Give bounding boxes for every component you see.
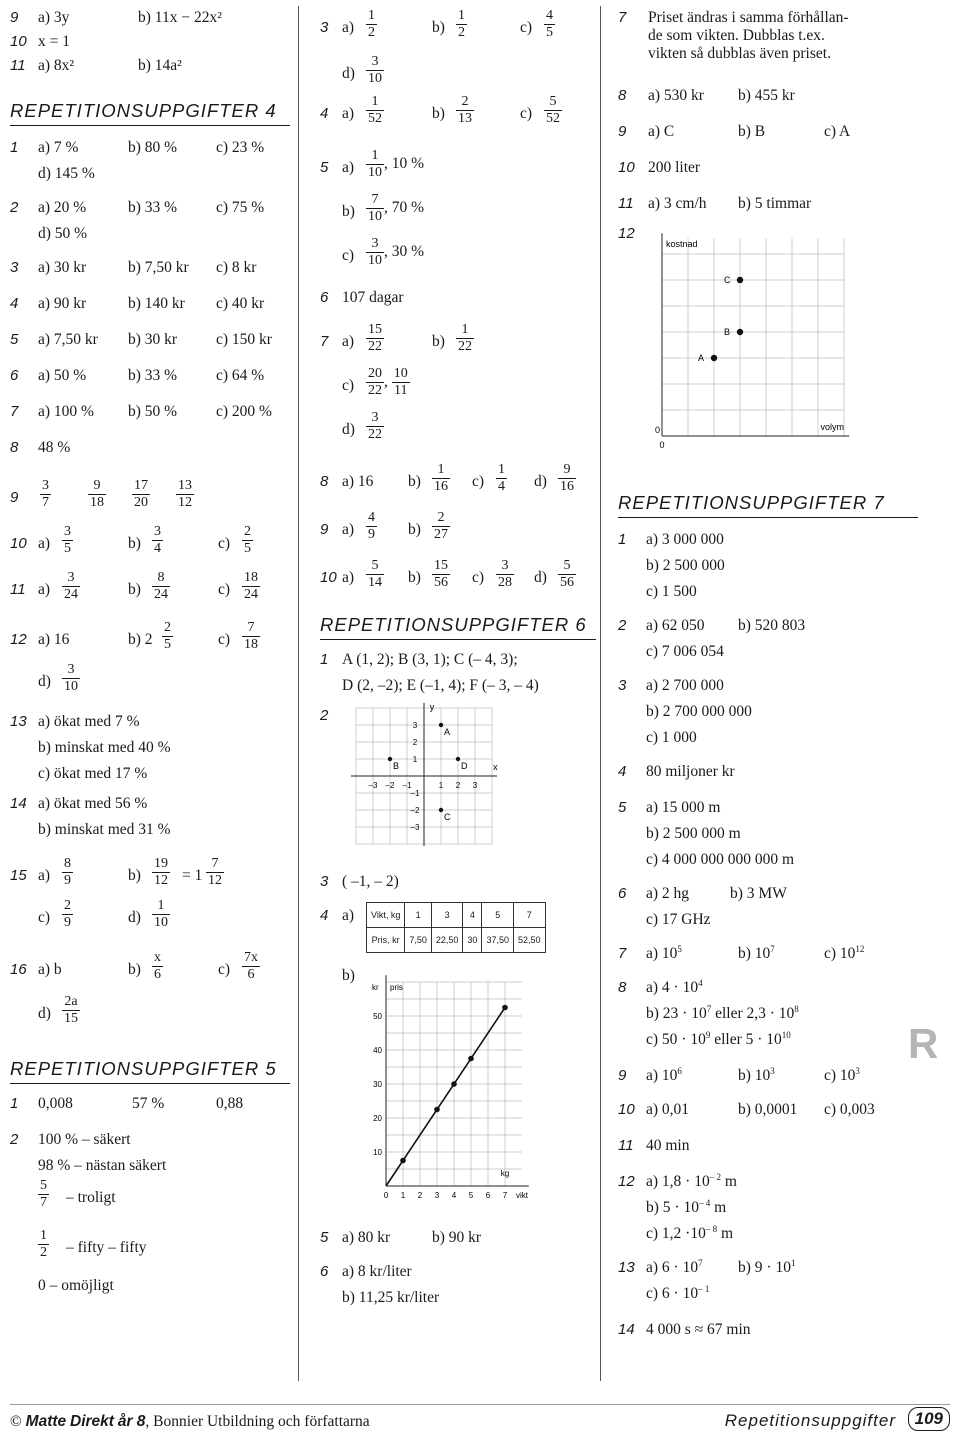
fraction: $\frac{2a}{15}$ xyxy=(64,994,78,1026)
answer-6-rep6: 6 a) 8 kr/liter b) 11,25 kr/liter xyxy=(320,1263,440,1306)
rep4-n: 3 xyxy=(10,259,19,276)
rep4-b: b) 30 kr xyxy=(128,331,178,348)
x-tick-label: 1 xyxy=(438,781,444,790)
point-label-D: D xyxy=(461,761,468,771)
y-tick-label: 20 xyxy=(373,1114,382,1123)
fraction: $\frac{3}{10}$ xyxy=(368,236,382,268)
rep4-list xyxy=(10,138,290,474)
point-label-C: C xyxy=(724,275,731,285)
fraction: $\frac{3}{10}$ xyxy=(368,54,382,86)
fraction: $\frac{1}{10}$ xyxy=(154,898,168,930)
fraction: $\frac{5}{56}$ xyxy=(560,558,574,590)
y-tick-label: 2 xyxy=(412,738,418,747)
point-label-A: A xyxy=(444,727,451,737)
fraction: $\frac{8}{9}$ xyxy=(64,856,71,888)
x-tick-label: –3 xyxy=(368,781,378,790)
footer-section-title: Repetitionsuppgifter xyxy=(724,1411,896,1430)
fraction: $\frac{5}{52}$ xyxy=(546,94,560,126)
point-label-A: A xyxy=(698,353,705,363)
answer-13-rep4: 13 a) ökat med 7 % b) minskat med 40 % c) ökat med 17 % xyxy=(10,713,171,782)
column-divider-1 xyxy=(298,6,299,1381)
fraction: $\frac{19}{12}$ xyxy=(154,856,168,888)
rep4-a: a) 20 % xyxy=(38,199,87,216)
answer-14-rep4: 14 a) ökat med 56 % b) minskat med 31 % xyxy=(10,795,171,838)
section-heading-rep6: REPETITIONSUPPGIFTER 6 xyxy=(320,614,596,640)
rep4-b: b) 80 % xyxy=(128,139,178,156)
fraction: $\frac{3}{5}$ xyxy=(64,524,71,556)
answer-14-rep7: 14 4 000 s ≈ 67 min xyxy=(618,1321,751,1338)
rep4-c: c) 23 % xyxy=(216,139,265,156)
fraction: $\frac{9}{18}$ xyxy=(90,478,104,510)
x-tick-label: 7 xyxy=(502,1191,508,1200)
answer-4b-rep6: b) kr pris 50 40 30 20 10 0 1 2 3 4 5 6 7 kg vikt xyxy=(320,966,596,1228)
fraction: $\frac{1}{2}$ xyxy=(458,8,465,40)
answer-6-rep7: 6 a) 2 hg b) 3 MW c) 17 GHz xyxy=(618,885,787,928)
rep4-a: a) 50 % xyxy=(38,367,87,384)
answer-10-c2: 10 a) $\frac{5}{14}$ b) $\frac{15}{56}$ c) $\frac{3}{28}$ d) $\frac{5}{56}$ xyxy=(320,558,574,590)
point-label-C: C xyxy=(444,812,451,822)
rep4-b: b) 33 % xyxy=(128,367,178,384)
rep4-row xyxy=(10,330,290,366)
y-axis-label: y xyxy=(429,702,435,712)
x-tick-label: 5 xyxy=(468,1191,474,1200)
answer-9-c2: 9 a) $\frac{4}{9}$ b) $\frac{2}{27}$ xyxy=(320,510,448,542)
fraction: $\frac{10}{11}$ xyxy=(393,366,408,398)
x-tick-label: 0 xyxy=(383,1191,389,1200)
point-label-B: B xyxy=(724,327,731,337)
point-D xyxy=(456,757,460,761)
rep4-row xyxy=(10,438,290,474)
answer-7-c3: 7 Priset ändras i samma förhållan- de som vikten. Dubblas t.ex. vikten så dubblas även priset. xyxy=(618,9,849,62)
fraction: $\frac{20}{22}$ xyxy=(368,366,382,398)
answer-2-rep5: 2 100 % – säkert 98 % – nästan säkert $\frac{5}{7}$ – troligt $\frac{1}{2}$ – fifty – fifty 0 – omöjligt xyxy=(10,1131,167,1294)
rep4-c: c) 8 kr xyxy=(216,259,257,276)
data-point xyxy=(400,1158,406,1164)
point-C xyxy=(737,277,743,283)
answer-11-rep7: 11 40 min xyxy=(618,1137,690,1154)
answer-9-rep7: 9 a) $10^6$ b) $10^3$ c) $10^3$ xyxy=(618,1065,860,1084)
weight-price-table: Vikt, kg 1 3 4 5 7 Pris, kr 7,50 22,50 30 37,50 52,50 xyxy=(366,902,546,953)
fraction: $\frac{8}{24}$ xyxy=(154,570,168,602)
fraction: $\frac{1}{16}$ xyxy=(434,462,448,494)
y-tick-label: –2 xyxy=(410,806,420,815)
fraction: $\frac{1}{2}$ xyxy=(368,8,375,40)
section-heading-rep5: REPETITIONSUPPGIFTER 5 xyxy=(10,1058,290,1084)
x-axis-title: volym xyxy=(820,422,844,432)
rep4-n: 8 xyxy=(10,439,19,456)
data-point xyxy=(451,1081,457,1087)
fraction: $\frac{3}{7}$ xyxy=(42,478,49,510)
fraction: $\frac{17}{20}$ xyxy=(134,478,148,510)
rep4-a: a) 100 % xyxy=(38,403,94,420)
answer-3-rep6: 3 ( –1, – 2) xyxy=(320,873,399,890)
rep4-b: b) 7,50 kr xyxy=(128,259,189,276)
fraction: $\frac{4}{5}$ xyxy=(546,8,553,40)
answer-16-rep4: 16 a) b b) $\frac{x}{6}$ c) $\frac{7x}{6}$ d) $\frac{2a}{15}$ xyxy=(10,950,258,1026)
rep4-row xyxy=(10,224,290,258)
answer-9: 9 a) 3y b) 11x − 22x² xyxy=(10,9,222,26)
answer-11-c3: 11 a) 3 cm/h b) 5 timmar xyxy=(618,195,812,212)
fraction: $\frac{5}{14}$ xyxy=(368,558,382,590)
answer-5-c2: 5 a) $\frac{1}{10}$ , 10 % b) $\frac{7}{10}$ , 70 % c) $\frac{3}{10}$ , 30 % xyxy=(320,148,425,268)
fraction: $\frac{2}{5}$ xyxy=(244,524,251,556)
point-C xyxy=(439,808,443,812)
fraction: $\frac{1}{52}$ xyxy=(368,94,382,126)
x-tick-label: 3 xyxy=(472,781,478,790)
data-point xyxy=(434,1107,440,1113)
x-tick-label: 6 xyxy=(485,1191,491,1200)
rep4-c: c) 64 % xyxy=(216,367,265,384)
fraction: $\frac{3}{10}$ xyxy=(64,662,78,694)
column-divider-2 xyxy=(600,6,601,1381)
page-number: 109 xyxy=(908,1407,950,1431)
rep4-b: b) 50 % xyxy=(128,403,178,420)
rep4-c: c) 150 kr xyxy=(216,331,272,348)
fraction: $\frac{4}{9}$ xyxy=(368,510,375,542)
fraction: $\frac{2}{27}$ xyxy=(434,510,448,542)
point-A xyxy=(439,723,443,727)
column-2 xyxy=(320,8,596,1314)
point-label-B: B xyxy=(393,761,400,771)
rep4-a: d) 50 % xyxy=(38,225,88,242)
answer-4-c2: 4 a) $\frac{1}{52}$ b) $\frac{2}{13}$ c) $\frac{5}{52}$ xyxy=(320,94,560,126)
data-point xyxy=(502,1005,508,1011)
rep4-row xyxy=(10,402,290,438)
answer-10-rep7: 10 a) 0,01 b) 0,0001 c) 0,003 xyxy=(618,1101,875,1118)
y-series-label: pris xyxy=(390,983,403,992)
rep4-row xyxy=(10,366,290,402)
rep4-a: a) 7 % xyxy=(38,139,79,156)
rep4-a: a) 30 kr xyxy=(38,259,87,276)
answer-4-rep7: 4 80 miljoner kr xyxy=(618,763,735,780)
fraction: $\frac{7}{18}$ xyxy=(244,620,258,652)
answer-12-c3: 12 kostnad volym 0 0 A B C xyxy=(618,224,918,492)
coordinate-grid xyxy=(344,696,514,846)
answer-12-rep4: 12 a) 16 b) 2 $\frac{2}{5}$ c) $\frac{7}{18}$ d) $\frac{3}{10}$ xyxy=(10,620,258,694)
rep4-c: c) 200 % xyxy=(216,403,272,420)
answer-6-c2: 6 107 dagar xyxy=(320,289,404,306)
fraction: $\frac{5}{7}$ xyxy=(40,1178,47,1210)
answer-5-rep6: 5 a) 80 kr b) 90 kr xyxy=(320,1229,482,1246)
rep4-row xyxy=(10,294,290,330)
rep4-c: c) 75 % xyxy=(216,199,265,216)
rep4-b: b) 140 kr xyxy=(128,295,185,312)
page-footer xyxy=(10,1404,950,1431)
rep4-a: a) 7,50 kr xyxy=(38,331,98,348)
section-heading-rep7: REPETITIONSUPPGIFTER 7 xyxy=(618,492,918,518)
origin-label-x: 0 xyxy=(659,440,665,450)
data-point xyxy=(468,1056,474,1062)
x-axis-title: vikt xyxy=(516,1191,528,1200)
price-weight-chart xyxy=(364,954,534,1214)
answer-11-rep4: 11 a) $\frac{3}{24}$ b) $\frac{8}{24}$ c) $\frac{18}{24}$ xyxy=(10,570,258,602)
origin-label-y: 0 xyxy=(654,425,660,435)
rep4-n: 2 xyxy=(10,199,19,216)
point-B xyxy=(737,329,743,335)
answer-7-rep7: 7 a) $10^5$ b) $10^7$ c) $10^{12}$ xyxy=(618,943,865,962)
answer-1-rep6: 1 A (1, 2); B (3, 1); C (– 4, 3); D (2, –2); E (–1, 4); F (– 3, – 4) xyxy=(320,651,539,694)
answer-4a-rep6: 4 a) Vikt, kg 1 3 4 5 7 Pris, kr 7,50 22,50 30 37,50 52,50 xyxy=(320,906,596,966)
y-tick-label: 50 xyxy=(373,1012,382,1021)
fraction: $\frac{13}{12}$ xyxy=(178,478,192,510)
rep4-n: 4 xyxy=(10,295,19,312)
point-A xyxy=(711,355,717,361)
fraction: $\frac{7}{10}$ xyxy=(368,192,382,224)
fraction: $\frac{2}{5}$ xyxy=(164,620,171,652)
rep4-n: 7 xyxy=(10,403,19,420)
x-tick-label: 1 xyxy=(400,1191,406,1200)
fraction: $\frac{1}{22}$ xyxy=(458,322,472,354)
rep4-a: d) 145 % xyxy=(38,165,95,182)
answer-13-rep7: 13 a) $6 \cdot 10^7$ b) $9 \cdot 10^1$ c) $6 \cdot 10^{- 1}$ xyxy=(618,1257,796,1302)
y-axis-title: kr xyxy=(372,983,379,992)
fraction: $\frac{15}{56}$ xyxy=(434,558,448,590)
y-tick-label: 30 xyxy=(373,1080,382,1089)
rep4-n: 6 xyxy=(10,367,19,384)
y-tick-label: 10 xyxy=(373,1148,382,1157)
rep4-c: c) 40 kr xyxy=(216,295,265,312)
answer-9-c3: 9 a) C b) B c) A xyxy=(618,123,851,140)
rep4-row xyxy=(10,164,290,198)
column-3 xyxy=(618,8,918,1354)
x-tick-label: 2 xyxy=(417,1191,423,1200)
fraction: $\frac{9}{16}$ xyxy=(560,462,574,494)
answer-10: 10 x = 1 xyxy=(10,33,70,50)
answer-11: 11 a) 8x² b) 14a² xyxy=(10,57,182,74)
rep4-b: b) 33 % xyxy=(128,199,178,216)
answer-7-c2: 7 a) $\frac{15}{22}$ b) $\frac{1}{22}$ c) $\frac{20}{22}$ , $\frac{10}{11}$ d) $\frac{3}{22}$ xyxy=(320,322,472,442)
answer-8-c2: 8 a) 16 b) $\frac{1}{16}$ c) $\frac{1}{4}$ d) $\frac{9}{16}$ xyxy=(320,462,574,494)
fraction: $\frac{1}{4}$ xyxy=(498,462,505,494)
fraction: $\frac{7x}{6}$ xyxy=(244,950,258,982)
fraction: $\frac{7}{12}$ xyxy=(208,856,222,888)
rep4-row xyxy=(10,258,290,294)
fraction: $\frac{2}{13}$ xyxy=(458,94,472,126)
x-tick-label: 4 xyxy=(451,1191,457,1200)
answer-5-rep7: 5 a) 15 000 m b) 2 500 000 m c) 4 000 000 000 000 m xyxy=(618,799,795,868)
y-axis-title: kostnad xyxy=(666,239,698,249)
side-tab-letter: R xyxy=(908,1020,939,1067)
x-tick-label: 2 xyxy=(455,781,461,790)
cost-volume-chart xyxy=(648,224,854,464)
fraction: $\frac{18}{24}$ xyxy=(244,570,258,602)
fraction: $\frac{1}{10}$ xyxy=(368,148,382,180)
answer-12-rep7: 12 a) $1,8 \cdot 10^{- 2}$ m b) $5 \cdot 10^{- 4}$ m c) $1,2 \cdot 10^{- 8}$ m xyxy=(618,1171,737,1242)
y-tick-label: –3 xyxy=(410,823,420,832)
footer-copyright: © Matte Direkt år 8, Bonnier Utbildning och författarna xyxy=(10,1413,370,1430)
rep4-n: 5 xyxy=(10,331,19,348)
y-tick-label: –1 xyxy=(410,789,420,798)
x-tick-label: –2 xyxy=(385,781,395,790)
answer-9-rep4: 9 $\frac{3}{7}$ $\frac{9}{18}$ $\frac{17}{20}$ $\frac{13}{12}$ xyxy=(10,478,192,510)
x-unit-label: kg xyxy=(500,1169,510,1178)
answer-2-rep6: 2 y x 3 2 1 –1 –2 –3 –3 –2 –1 1 2 3 A B C D xyxy=(320,706,596,872)
fraction: $\frac{3}{22}$ xyxy=(368,410,382,442)
column-1 xyxy=(10,8,290,1320)
rep4-n: 1 xyxy=(10,139,19,156)
answer-2-rep7: 2 a) 62 050 b) 520 803 c) 7 006 054 xyxy=(618,617,806,660)
rep4-a: 48 % xyxy=(38,439,71,456)
point-B xyxy=(388,757,392,761)
answer-10-c3: 10 200 liter xyxy=(618,159,701,176)
x-axis-label: x xyxy=(493,762,498,772)
fraction: $\frac{3}{4}$ xyxy=(154,524,161,556)
answer-3-rep7: 3 a) 2 700 000 b) 2 700 000 000 c) 1 000 xyxy=(618,677,752,746)
x-tick-label: –1 xyxy=(402,781,412,790)
answer-8-rep7: 8 a) $4 \cdot 10^4$ b) $23 \cdot 10^7$ eller $2,3 \cdot 10^8$ c) $50 \cdot 10^9$ eller $5 \cdot 10^{10}$ xyxy=(618,977,799,1048)
fraction: $\frac{2}{9}$ xyxy=(64,898,71,930)
answer-8-c3: 8 a) 530 kr b) 455 kr xyxy=(618,87,795,104)
fraction: $\frac{x}{6}$ xyxy=(154,950,161,982)
fraction: $\frac{15}{22}$ xyxy=(368,322,382,354)
answer-1-rep5: 1 0,008 57 % 0,88 xyxy=(10,1095,244,1112)
fraction: $\frac{1}{2}$ xyxy=(40,1228,47,1260)
x-tick-label: 3 xyxy=(434,1191,440,1200)
answer-1-rep7: 1 a) 3 000 000 b) 2 500 000 c) 1 500 xyxy=(618,531,725,600)
y-tick-label: 3 xyxy=(412,721,418,730)
y-tick-label: 1 xyxy=(412,755,418,764)
fraction: $\frac{3}{24}$ xyxy=(64,570,78,602)
answer-15-rep4: 15 a) $\frac{8}{9}$ b) $\frac{19}{12}$ = 1 $\frac{7}{12}$ c) $\frac{2}{9}$ d) $\frac{1}{10}$ xyxy=(10,856,222,930)
section-heading-rep4: REPETITIONSUPPGIFTER 4 xyxy=(10,100,290,126)
answer-10-rep4: 10 a) $\frac{3}{5}$ b) $\frac{3}{4}$ c) $\frac{2}{5}$ xyxy=(10,524,251,556)
answer-3-c2: 3 a) $\frac{1}{2}$ b) $\frac{1}{2}$ c) $\frac{4}{5}$ d) $\frac{3}{10}$ xyxy=(320,8,553,86)
rep4-a: a) 90 kr xyxy=(38,295,87,312)
fraction: $\frac{3}{28}$ xyxy=(498,558,512,590)
y-tick-label: 40 xyxy=(373,1046,382,1055)
